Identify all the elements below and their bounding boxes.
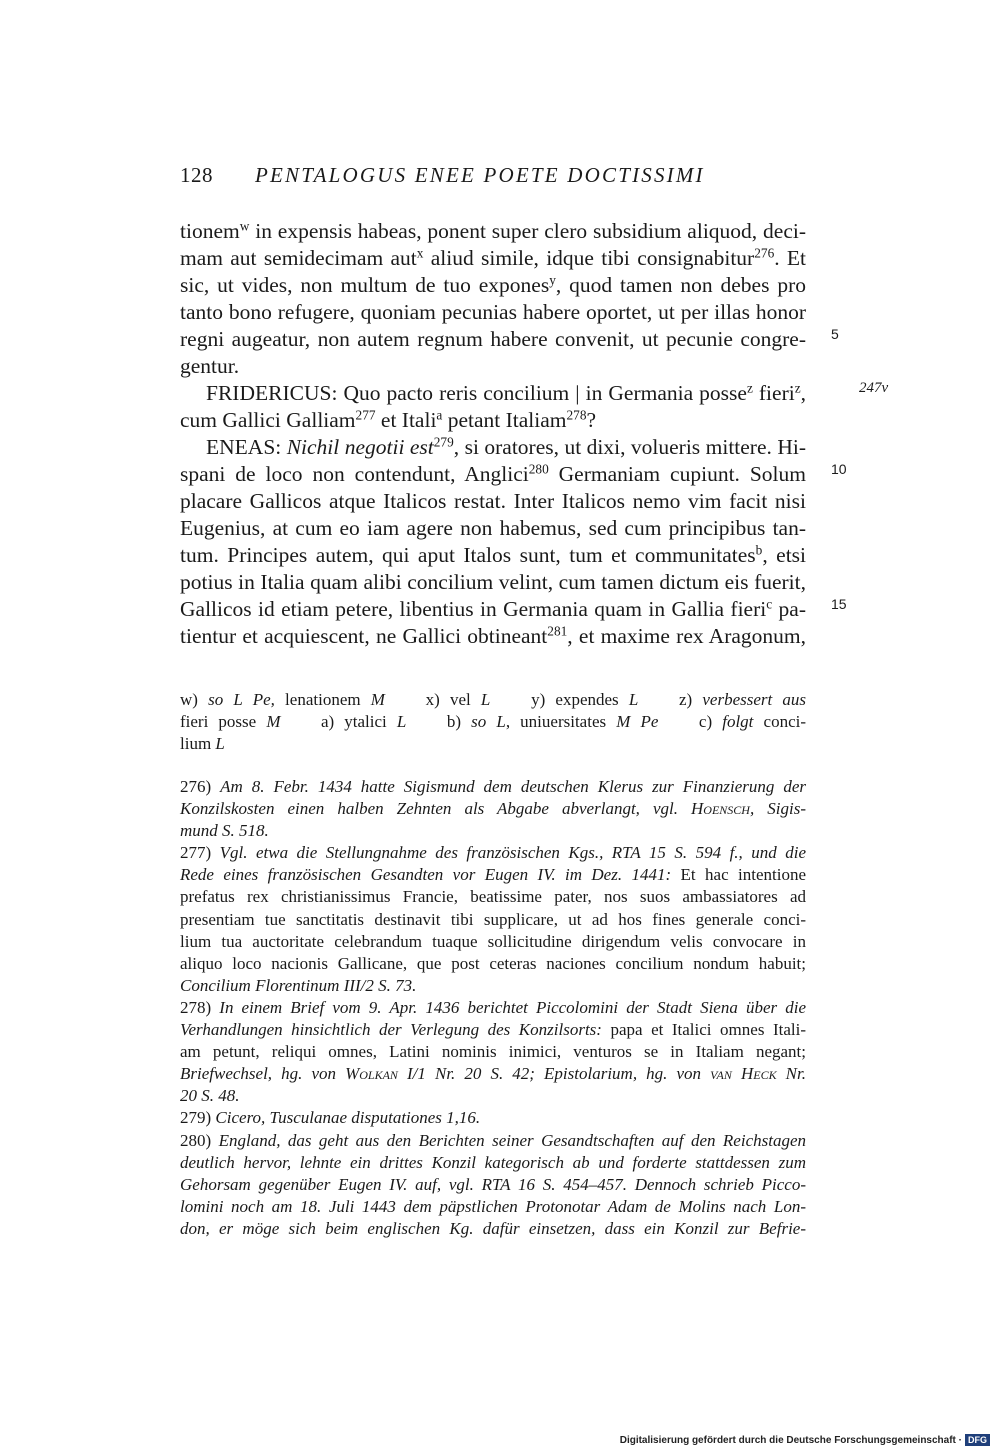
apparatus-line: lium L <box>180 734 225 753</box>
footnote-line: 278) In einem Brief vom 9. Apr. 1436 berichtet Piccolomini der Stadt Siena über die <box>180 997 806 1017</box>
footnote-line: aliquo loco nacionis Gallicane, que post ceteras naciones concilium nondum habuit; <box>180 953 806 973</box>
text-line: spani de loco non contendunt, Anglici$^{280}$ Germaniam cupiunt. Solum <box>180 461 806 486</box>
text-line: Gallicos id etiam petere, libentius in Germania quam in Gallia fieri$^c$ pa- <box>180 596 806 621</box>
text-line: placare Gallicos atque Italicos restat. Inter Italicos nemo vim facit nisi <box>180 489 806 513</box>
line-number: 10 <box>831 461 847 477</box>
text-line: tanto bono refugere, quoniam pecunias habere oportet, ut per illas honor <box>180 300 806 324</box>
line-number: 5 <box>831 326 839 342</box>
footnote-line: deutlich hervor, lehnte ein drittes Konzil kategorisch ab und forderte stattdessen zum <box>180 1152 806 1172</box>
footer-text: Digitalisierung gefördert durch die Deutsche Forschungsgemeinschaft · <box>619 1435 962 1446</box>
footnote-line: Concilium Florentinum III/2 S. 73. <box>180 975 417 995</box>
text-line: tum. Principes autem, qui aput Italos sunt, tum et communitates$^b$, etsi <box>180 542 807 567</box>
critical-apparatus <box>180 689 806 755</box>
apparatus-line: w) so L Pe, lenationem M x) vel L y) expendes L z) verbessert aus <box>180 690 807 709</box>
footnote-line: Verhandlungen hinsichtlich der Verlegung des Konzilsorts: papa et Italici omnes Itali- <box>180 1020 806 1040</box>
dfg-logo: DFG <box>965 1434 990 1446</box>
footnote-line: mund S. 518. <box>180 821 269 841</box>
text-line: mam aut semidecimam aut$^x$ aliud simile, idque tibi consignabitur$^{276}$. Et <box>180 245 806 270</box>
apparatus-line: fieri posse M a) ytalici L b) so L, uniuersitates M Pe c) folgt conci- <box>180 712 806 731</box>
footnote-line: lomini noch am 18. Juli 1443 dem päpstlichen Protonotar Adam de Molins nach Lon- <box>180 1196 806 1216</box>
footnote-line: Briefwechsel, hg. von Wolkan I/1 Nr. 20 S. 42; Epistolarium, hg. von van Heck Nr. <box>180 1064 806 1084</box>
footnote-line: don, er möge sich beim englischen Kg. dafür einsetzen, dass ein Konzil zur Befrie- <box>180 1218 806 1238</box>
text-line: gentur. <box>180 354 240 378</box>
footnote-line: 279) Cicero, Tusculanae disputationes 1,16. <box>180 1108 481 1128</box>
text-line: tionem$^w$ in expensis habeas, ponent super clero subsidium aliquod, deci- <box>180 218 806 243</box>
text-line: cum Gallici Galliam$^{277}$ et Itali$^a$ petant Italiam$^{278}$? <box>180 407 597 432</box>
footnote-line: 20 S. 48. <box>180 1086 240 1106</box>
footnote-line: presentiam tue sanctitatis destinavit tibi supplicare, ut ad hos fines generale conci- <box>180 909 806 929</box>
text-line: regni augeatur, non autem regnum habere convenit, ut pecunie congre- <box>180 327 806 351</box>
line-number: 15 <box>831 596 847 612</box>
main-text <box>180 218 806 650</box>
footnote-line: 277) Vgl. etwa die Stellungnahme des französischen Kgs., RTA 15 S. 594 f., und die <box>180 843 806 863</box>
footnote-line: 280) England, das geht aus den Berichten seiner Gesandtschaften auf den Reichstagen <box>180 1130 806 1150</box>
text-line: Eugenius, at cum eo iam agere non habemus, sed cum principibus tan- <box>180 516 806 540</box>
footnote-line: Konzilskosten einen halben Zehnten als Abgabe abverlangt, vgl. Hoensch, Sigis- <box>180 799 806 819</box>
text-line: sic, ut vides, non multum de tuo expones$^y$, quod tamen non debes pro <box>180 272 806 297</box>
text-line: ENEAS: Nichil negotii est$^{279}$, si oratores, ut dixi, volueris mittere. Hi- <box>206 434 806 459</box>
footnote-line: am petunt, reliqui omnes, Latini nominis inimici, venturos se in Italiam negant; <box>180 1042 806 1062</box>
footnote-line: prefatus rex christianissimus Francie, beatissime pater, nos suos ambassiatores ad <box>180 887 806 907</box>
folio-margin-note: 247v <box>859 380 889 396</box>
footnote-line: Gehorsam gegenüber Eugen IV. auf, vgl. RTA 16 S. 454–457. Dennoch schrieb Picco- <box>180 1174 806 1194</box>
text-line: FRIDERICUS: Quo pacto reris concilium | in Germania posse$^z$ fieri$^z$, <box>206 380 807 405</box>
page-number: 128 <box>180 163 213 187</box>
text-line: potius in Italia quam alibi concilium velint, cum tamen dictum eis fuerit, <box>180 570 806 594</box>
footnote-line: 276) Am 8. Febr. 1434 hatte Sigismund dem deutschen Klerus zur Finanzierung der <box>180 777 806 796</box>
running-header <box>180 163 705 188</box>
dfg-footer <box>620 1434 990 1446</box>
footnote-line: lium tua auctoritate celebrandum tuaque sollicitudine dirigendum velis convocare in <box>180 931 806 951</box>
text-line: tientur et acquiescent, ne Gallici obtineant$^{281}$, et maxime rex Aragonum, <box>180 623 806 648</box>
footnote-line: Rede eines französischen Gesandten vor Eugen IV. im Dez. 1441: Et hac intentione <box>180 865 807 885</box>
footnotes <box>180 776 806 1240</box>
running-title: PENTALOGUS ENEE POETE DOCTISSIMI <box>255 163 705 187</box>
